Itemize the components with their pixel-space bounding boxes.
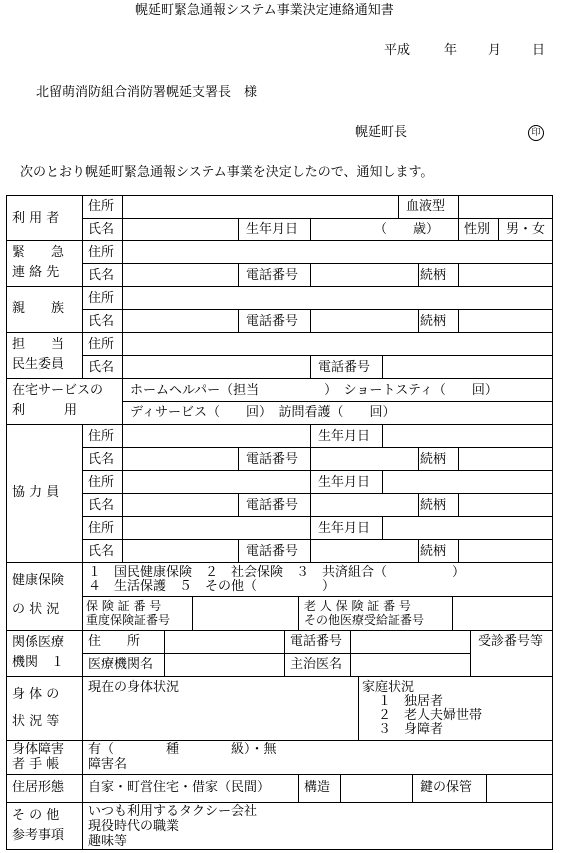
family-status-label: 家庭状況 (362, 680, 415, 695)
coop1-name-label: 氏名 (88, 452, 115, 467)
elderly-cert-label: 老 人 保 険 証 番 号 (304, 599, 411, 613)
insurance-line-2: ４ 生活保護 ５ その他（ ） (88, 579, 336, 594)
insurance-cert-label: 保 険 証 番 号 (86, 599, 162, 613)
coop3-birth-label: 生年月日 (318, 521, 371, 536)
coop1-relation-label: 続柄 (420, 452, 447, 467)
seal-mark: 印 (528, 125, 544, 141)
family-option-3: ３ 身障者 (378, 722, 444, 737)
label-home-service-1: 在宅サービスの (12, 383, 104, 398)
emergency-relation-label: 続柄 (420, 268, 447, 283)
medical-phone-label: 電話番号 (290, 634, 343, 649)
coop2-birth-label: 生年月日 (318, 475, 371, 490)
label-user: 利 用 者 (12, 211, 60, 226)
coop3-address-label: 住所 (88, 521, 115, 536)
medical-name-label: 医療機関名 (88, 657, 154, 672)
disability-grade: 有（ 種 級）・無 (88, 742, 277, 757)
structure-label: 構造 (304, 780, 331, 795)
label-other-2: 参考事項 (12, 828, 65, 843)
emergency-name-label: 氏名 (88, 268, 115, 283)
coop2-address-label: 住所 (88, 475, 115, 490)
label-emergency-1: 緊 急 (12, 245, 65, 260)
coop1-phone-label: 電話番号 (246, 452, 299, 467)
label-other-1: そ の 他 (12, 808, 60, 823)
label-home-service-2: 利 用 (12, 403, 78, 418)
date-era: 平成 (384, 43, 411, 58)
birth-date-label: 生年月日 (246, 222, 299, 237)
key-storage-label: 鍵の保管 (420, 780, 473, 795)
issuer: 幌延町長 (355, 125, 408, 140)
welfare-address-label: 住所 (88, 337, 115, 352)
insurance-line-1: １ 国民健康保険 ２ 社会保険 ３ 共済組合（ ） (88, 565, 466, 580)
date-day: 日 (532, 43, 546, 58)
other-hobbies: 趣味等 (88, 834, 128, 849)
welfare-phone-label: 電話番号 (318, 360, 371, 375)
sex-label: 性別 (464, 222, 491, 237)
relatives-address-label: 住所 (88, 291, 115, 306)
other-occupation: 現役時代の職業 (88, 819, 180, 834)
coop1-address-label: 住所 (88, 429, 115, 444)
label-disability-2: 者 手 帳 (12, 757, 60, 772)
welfare-name-label: 氏名 (88, 360, 115, 375)
home-service-line-2: ディサービス（ 回） 訪問看護（ 回） (130, 405, 396, 420)
label-emergency-2: 連 絡 先 (12, 265, 60, 280)
label-medical-2: 機関 １ (12, 655, 65, 670)
label-welfare-2: 民生委員 (12, 357, 65, 372)
home-service-line-1: ホームヘルパー（担当 ） ショートスティ（ 回） (130, 383, 498, 398)
label-insurance-2: の 状 況 (12, 602, 60, 617)
family-option-1: １ 独居者 (378, 694, 444, 709)
family-option-2: ２ 老人夫婦世帯 (378, 708, 483, 723)
label-relatives: 親 族 (12, 301, 65, 316)
sex-options: 男・女 (506, 222, 546, 237)
age-field: （ 歳） (374, 222, 440, 237)
coop3-name-label: 氏名 (88, 544, 115, 559)
coop2-relation-label: 続柄 (420, 498, 447, 513)
severe-cert-label: 重度保険証番号 (86, 613, 171, 627)
user-name-label: 氏名 (88, 222, 115, 237)
coop3-relation-label: 続柄 (420, 544, 447, 559)
label-welfare-1: 担 当 (12, 337, 65, 352)
coop2-phone-label: 電話番号 (246, 498, 299, 513)
coop3-phone-label: 電話番号 (246, 544, 299, 559)
relatives-name-label: 氏名 (88, 314, 115, 329)
form-title: 幌延町緊急通報システム事業決定連絡通知書 (135, 3, 394, 18)
label-insurance-1: 健康保険 (12, 573, 65, 588)
label-housing: 住居形態 (12, 780, 65, 795)
coop1-birth-label: 生年月日 (318, 429, 371, 444)
label-body-2: 状 況 等 (12, 714, 60, 729)
other-taxi: いつも利用するタクシー会社 (88, 804, 258, 819)
emergency-address-label: 住所 (88, 245, 115, 260)
relatives-phone-label: 電話番号 (246, 314, 299, 329)
user-address-label: 住所 (88, 199, 115, 214)
blood-type-label: 血液型 (406, 199, 446, 214)
emergency-phone-label: 電話番号 (246, 268, 299, 283)
date-month: 月 (488, 43, 502, 58)
addressee: 北留萌消防組合消防署幌延支署長 様 (36, 85, 258, 100)
label-body-1: 身 体 の (12, 687, 60, 702)
reception-number-label: 受診番号等 (478, 634, 544, 649)
date-year: 年 (444, 43, 458, 58)
relatives-relation-label: 続柄 (420, 314, 447, 329)
disability-name-label: 障害名 (88, 757, 128, 772)
medical-address-label: 住 所 (88, 634, 141, 649)
label-disability-1: 身体障害 (12, 742, 65, 757)
current-body-status-label: 現在の身体状況 (88, 680, 180, 695)
housing-options: 自家・町営住宅・借家（民間） (88, 780, 271, 795)
doctor-name-label: 主治医名 (290, 657, 343, 672)
label-cooperator: 協 力 員 (12, 485, 60, 500)
label-medical-1: 関係医療 (12, 635, 65, 650)
other-medical-cert-label: その他医療受給証番号 (304, 613, 425, 627)
intro-text: 次のとおり幌延町緊急通報システム事業を決定したので、通知します。 (20, 165, 434, 180)
coop2-name-label: 氏名 (88, 498, 115, 513)
